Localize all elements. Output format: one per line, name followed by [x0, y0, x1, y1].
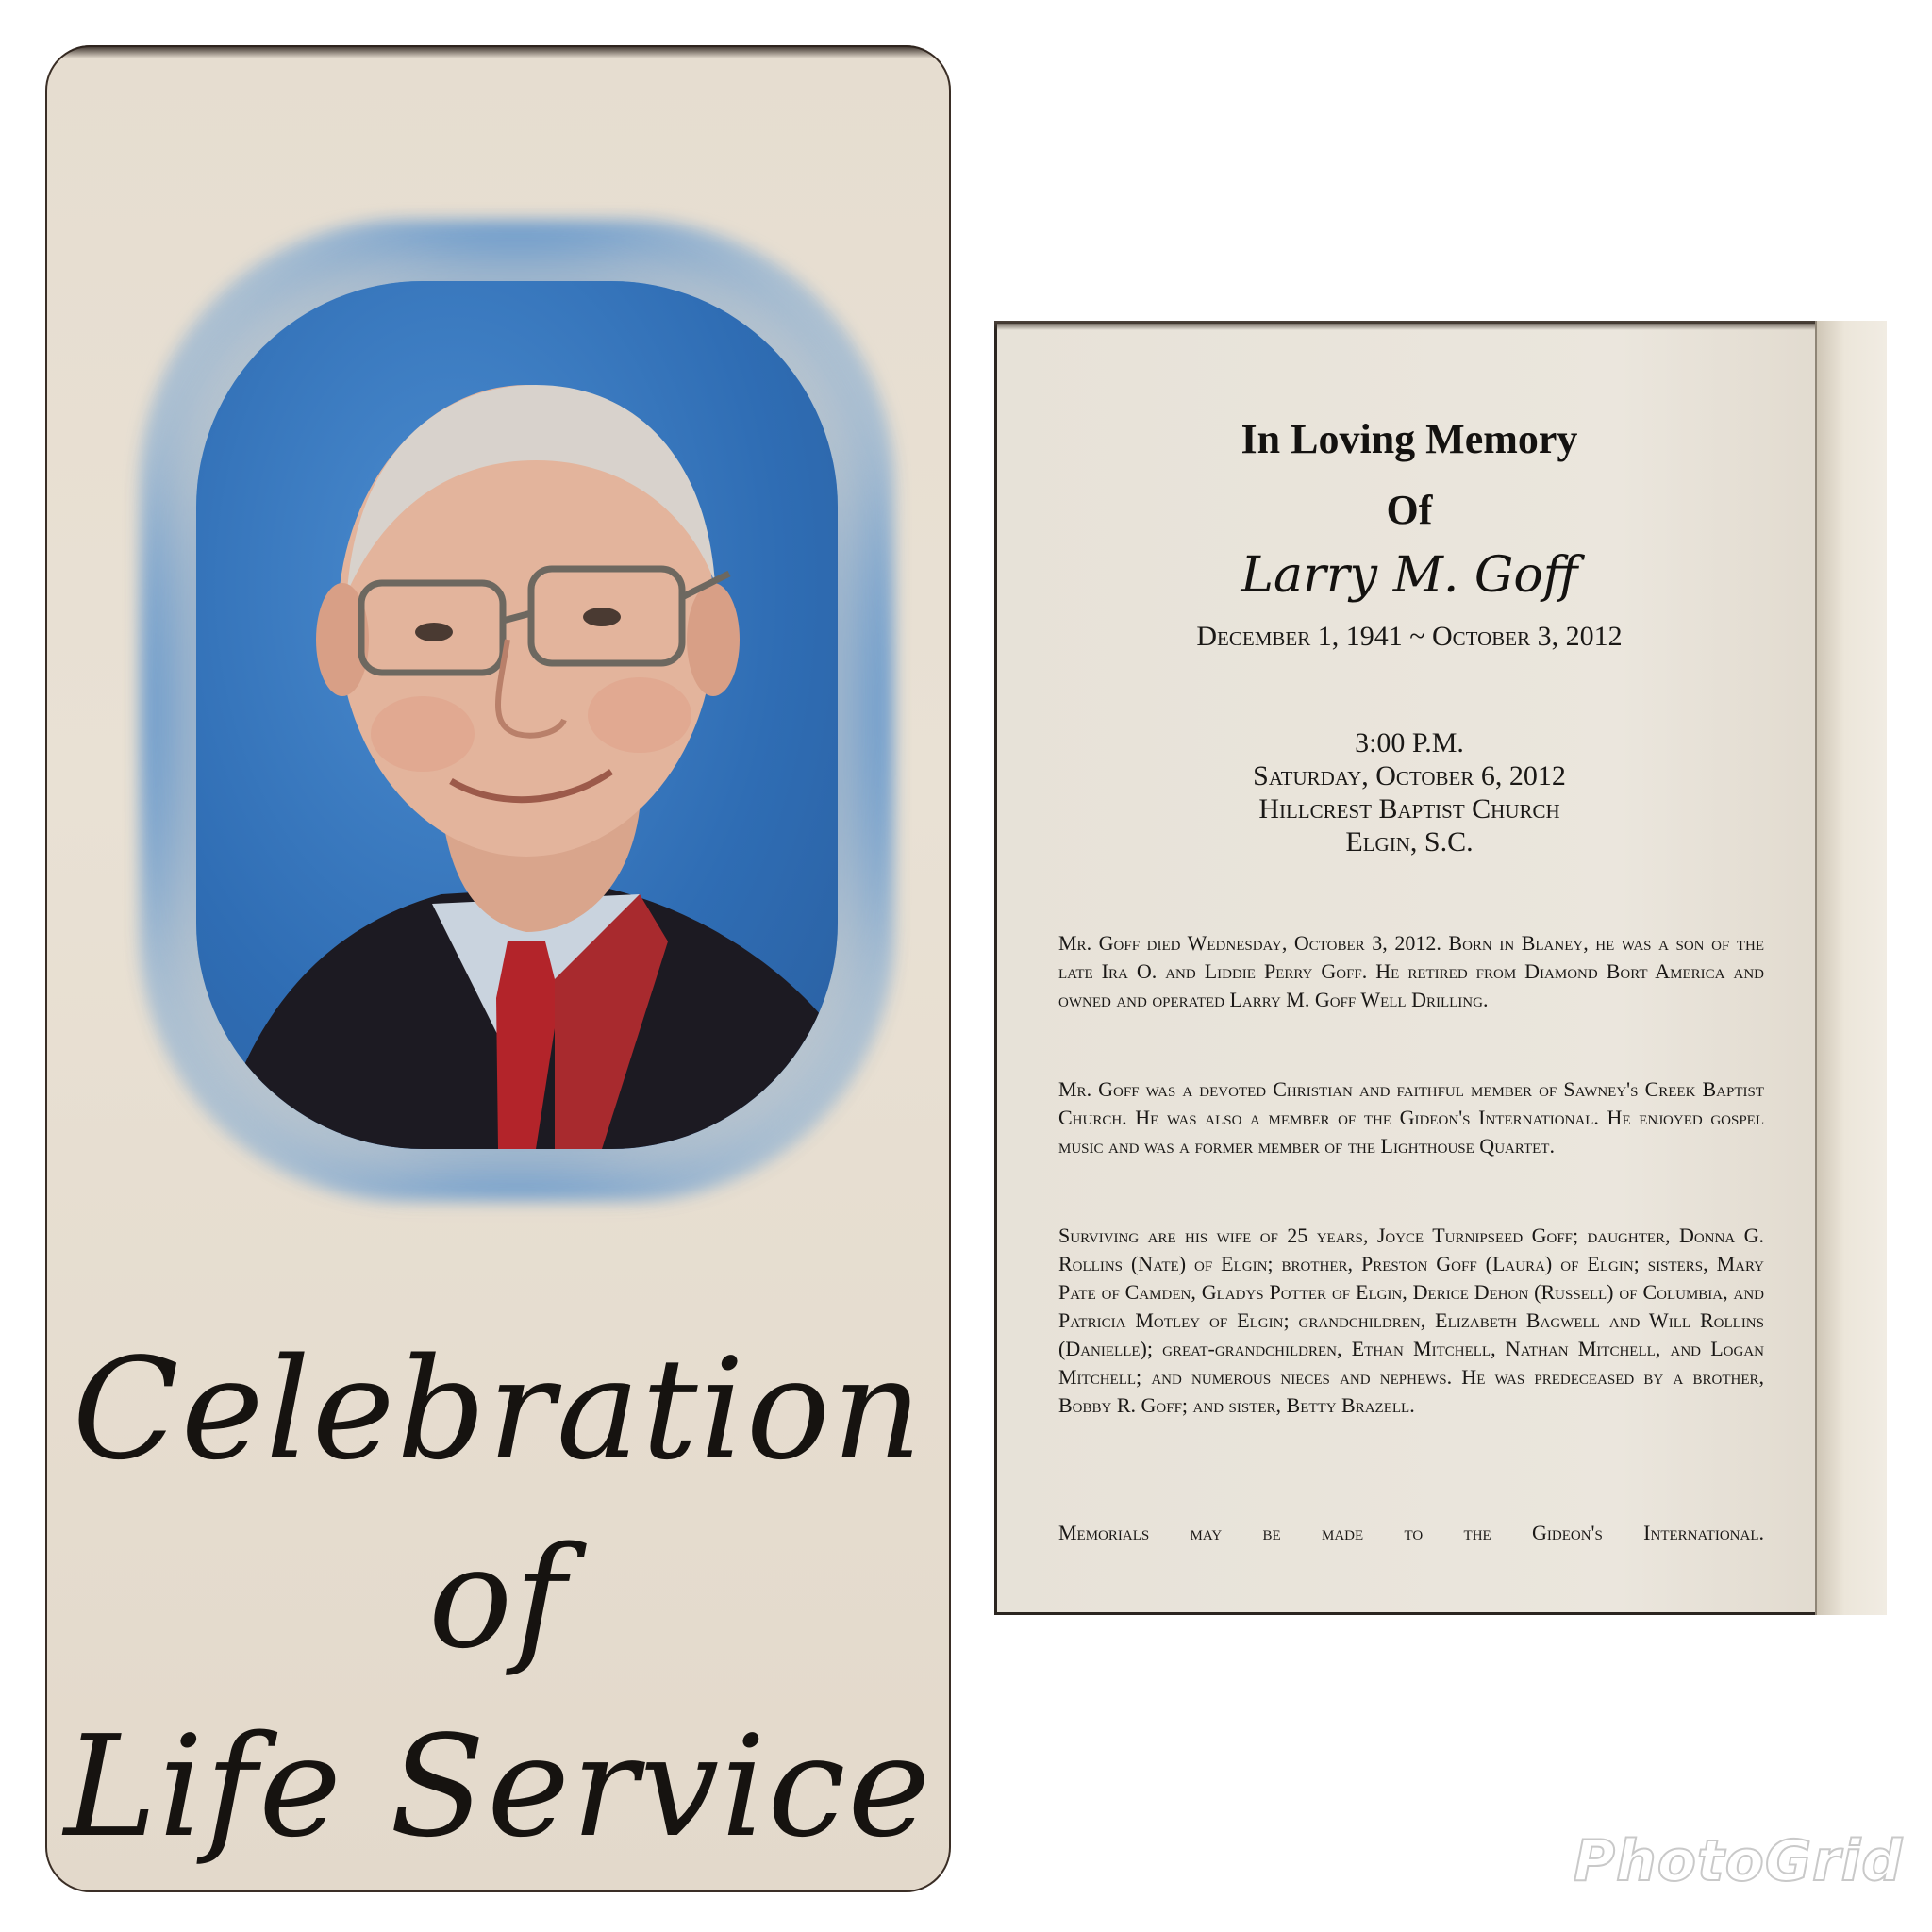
obituary-paragraph: Mr. Goff was a devoted Christian and faithful member of Sawney's Creek Baptist Church. He was also a member of the Gideon's International. He enjoyed gospel music and was a former member of the Lighthouse Quartet.: [1058, 1077, 1764, 1158]
page-fold: [1815, 321, 1887, 1615]
cover-title-celebration: Celebration: [72, 1328, 924, 1491]
portrait-illustration: [196, 281, 838, 1149]
program-inside-page: [994, 321, 1887, 1615]
cover-title-of: of: [428, 1517, 568, 1679]
memory-heading-of: Of: [1386, 487, 1433, 533]
page-top-shadow: [994, 321, 1887, 330]
cover-top-edge: [45, 45, 951, 58]
obituary-paragraph: Surviving are his wife of 25 years, Joyce Turnipseed Goff; daughter, Donna G. Rollins (Nate) of Elgin; brother, Preston Goff (Laura) of Elgin; sisters, Mary Pate of Camden, Gladys Potter of Elgin, Derice Dehon (Russell) of Columbia, and Patricia Motley of Elgin; grandchildren, Elizabeth Bagwell and Will Rollins (Danielle); great-grandchildren, Ethan Mitchell, Nathan Mitchell, and Logan Mitchell; and numerous nieces and nephews. He was predeceased by a brother, Bobby R. Goff; and sister, Betty Brazell.: [1058, 1224, 1764, 1417]
service-time: 3:00 P.M.: [1355, 727, 1464, 758]
program-cover: [45, 45, 951, 1892]
service-place: Hillcrest Baptist Church: [1258, 793, 1560, 824]
obituary-paragraph: Mr. Goff died Wednesday, October 3, 2012. Born in Blaney, he was a son of the late Ira O. and Liddie Perry Goff. He retired from Diamond Bort America and owned and operated Larry M. Goff Well Drilling.: [1058, 931, 1764, 1011]
service-details: [994, 726, 1824, 858]
photogrid-watermark: PhotoGrid: [1574, 1828, 1904, 1894]
cover-title-life-service: Life Service: [63, 1706, 933, 1868]
portrait-photo: [196, 281, 838, 1149]
memory-heading: In Loving Memory: [1241, 416, 1578, 462]
service-city: Elgin, S.C.: [1345, 826, 1474, 858]
deceased-name: Larry M. Goff: [1241, 547, 1578, 604]
life-dates: December 1, 1941 ~ October 3, 2012: [1196, 621, 1623, 652]
service-date: Saturday, October 6, 2012: [1253, 760, 1566, 791]
memorials-note: Memorials may be made to the Gideon's International.: [1058, 1521, 1764, 1544]
